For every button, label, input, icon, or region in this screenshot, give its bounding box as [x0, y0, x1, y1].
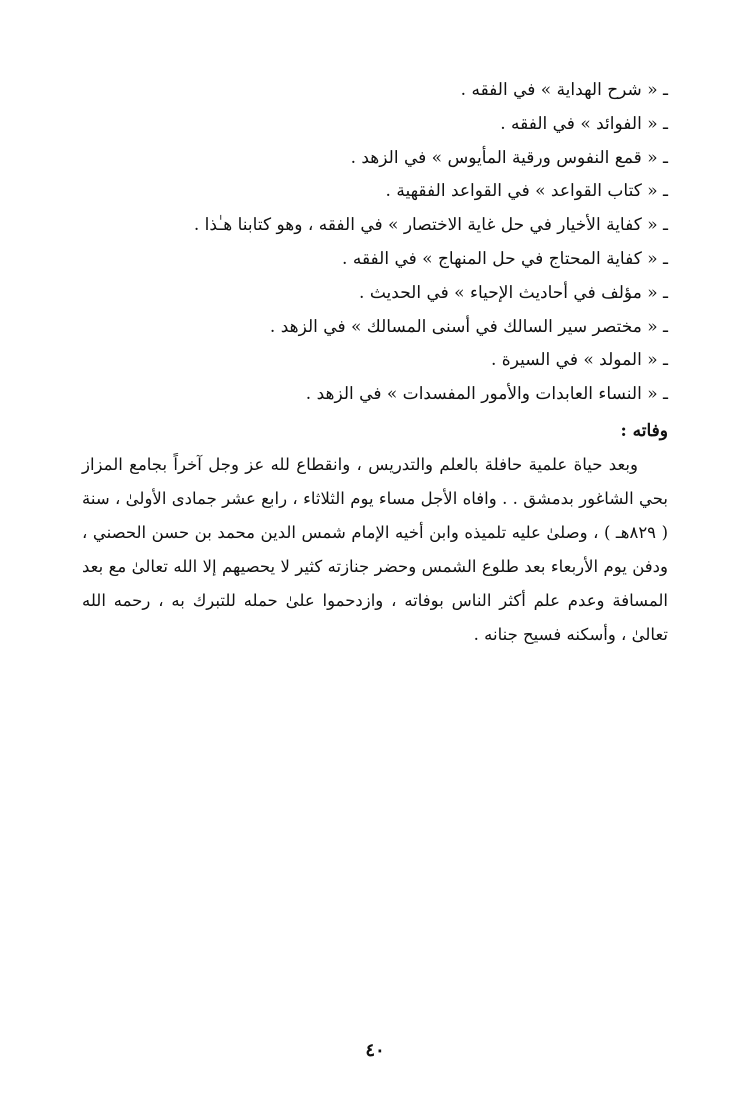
list-item: ـ « المولد » في السيرة .	[490, 350, 668, 371]
page-number: ٤٠	[365, 1040, 385, 1061]
works-list	[68, 74, 668, 412]
list-item: ـ « كفاية الأخيار في حل غاية الاختصار » في الفقه ، وهو كتابنا هـٰذا .	[193, 215, 668, 236]
list-item: ـ « كتاب القواعد » في القواعد الفقهية .	[385, 181, 668, 202]
list-item: ـ « مختصر سير السالك في أسنى المسالك » في الزهد .	[269, 316, 668, 337]
list-item: ـ « النساء العابدات والأمور المفسدات » في الزهد .	[305, 384, 668, 405]
section-paragraph: وبعد حياة علمية حافلة بالعلم والتدريس ، وانقطاع لله عز وجل آخراً بجامع المزاز بحي الشاغور بدمشق . . وافاه الأجل مساء يوم الثلاثاء ، رابع عشر جمادى الأولىٰ ، سنة ( ٨٢٩هـ ) ، وصلىٰ عليه تلميذه وابن أخيه الإمام شمس الدين محمد بن حسن الحصني ، ودفن يوم الأربعاء بعد طلوع الشمس وحضر جنازته كثير لا يحصيهم إلا الله تعالىٰ مع بعد المسافة وعدم علم أكثر الناس بوفاته ، وازدحموا علىٰ حمله للتبرك به ، رحمه الله تعالىٰ ، وأسكنه فسيح جنانه .	[82, 455, 669, 644]
list-item: ـ « كفاية المحتاج في حل المنهاج » في الفقه .	[342, 248, 668, 269]
list-item: ـ « الفوائد » في الفقه .	[500, 113, 668, 134]
list-item: ـ « قمع النفوس ورقية المأيوس » في الزهد .	[350, 147, 668, 168]
list-item: ـ « شرح الهداية » في الفقه .	[460, 80, 668, 100]
list-item: ـ « مؤلف في أحاديث الإحياء » في الحديث .	[359, 282, 668, 303]
section-heading: وفاته :	[620, 421, 668, 441]
